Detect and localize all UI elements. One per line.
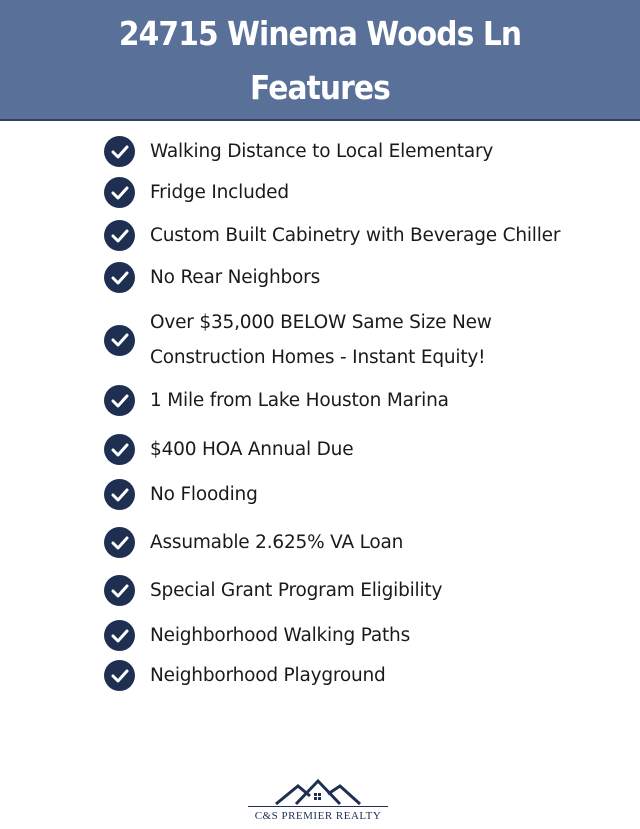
feature-label: Special Grant Program Eligibility: [150, 580, 443, 601]
logo-divider: [248, 806, 388, 807]
feature-label: Assumable 2.625% VA Loan: [150, 532, 404, 553]
check-circle-icon: [104, 177, 135, 208]
feature-label: Neighborhood Walking Paths: [150, 625, 411, 646]
feature-label: 1 Mile from Lake Houston Marina: [150, 390, 449, 411]
feature-item: [104, 262, 320, 293]
check-circle-icon: [104, 220, 135, 251]
feature-item: [104, 527, 403, 558]
house-roofs-icon: [248, 776, 388, 806]
check-circle-icon: [104, 479, 135, 510]
feature-label: Custom Built Cabinetry with Beverage Chiller: [150, 225, 561, 246]
feature-item: [104, 136, 493, 167]
feature-label: $400 HOA Annual Due: [150, 439, 354, 460]
check-circle-icon: [104, 385, 135, 416]
check-circle-icon: [104, 136, 135, 167]
header-banner: [0, 0, 640, 121]
check-circle-icon: [104, 620, 135, 651]
feature-item: [104, 620, 410, 651]
logo-text: C&S PREMIER REALTY: [254, 810, 382, 822]
feature-item: [104, 660, 386, 691]
company-logo: [248, 776, 388, 826]
check-circle-icon: [104, 575, 135, 606]
feature-label: Fridge Included: [150, 182, 289, 203]
feature-item: [104, 434, 353, 465]
feature-label: Neighborhood Playground: [150, 665, 386, 686]
title-features: Features: [250, 68, 390, 107]
feature-item: [104, 220, 560, 251]
feature-item: [104, 479, 258, 510]
check-circle-icon: [104, 325, 135, 356]
check-circle-icon: [104, 262, 135, 293]
feature-item: [104, 385, 449, 416]
feature-label: No Rear Neighbors: [150, 267, 321, 288]
check-circle-icon: [104, 527, 135, 558]
title-address: 24715 Winema Woods Ln: [118, 14, 522, 53]
feature-label: No Flooding: [150, 484, 258, 505]
feature-label: Walking Distance to Local Elementary: [150, 141, 494, 162]
check-circle-icon: [104, 434, 135, 465]
feature-label: Over $35,000 BELOW Same Size New Construction Homes - Instant Equity!: [150, 312, 492, 368]
check-circle-icon: [104, 660, 135, 691]
feature-item: [104, 305, 590, 375]
feature-item: [104, 177, 289, 208]
feature-item: [104, 575, 442, 606]
